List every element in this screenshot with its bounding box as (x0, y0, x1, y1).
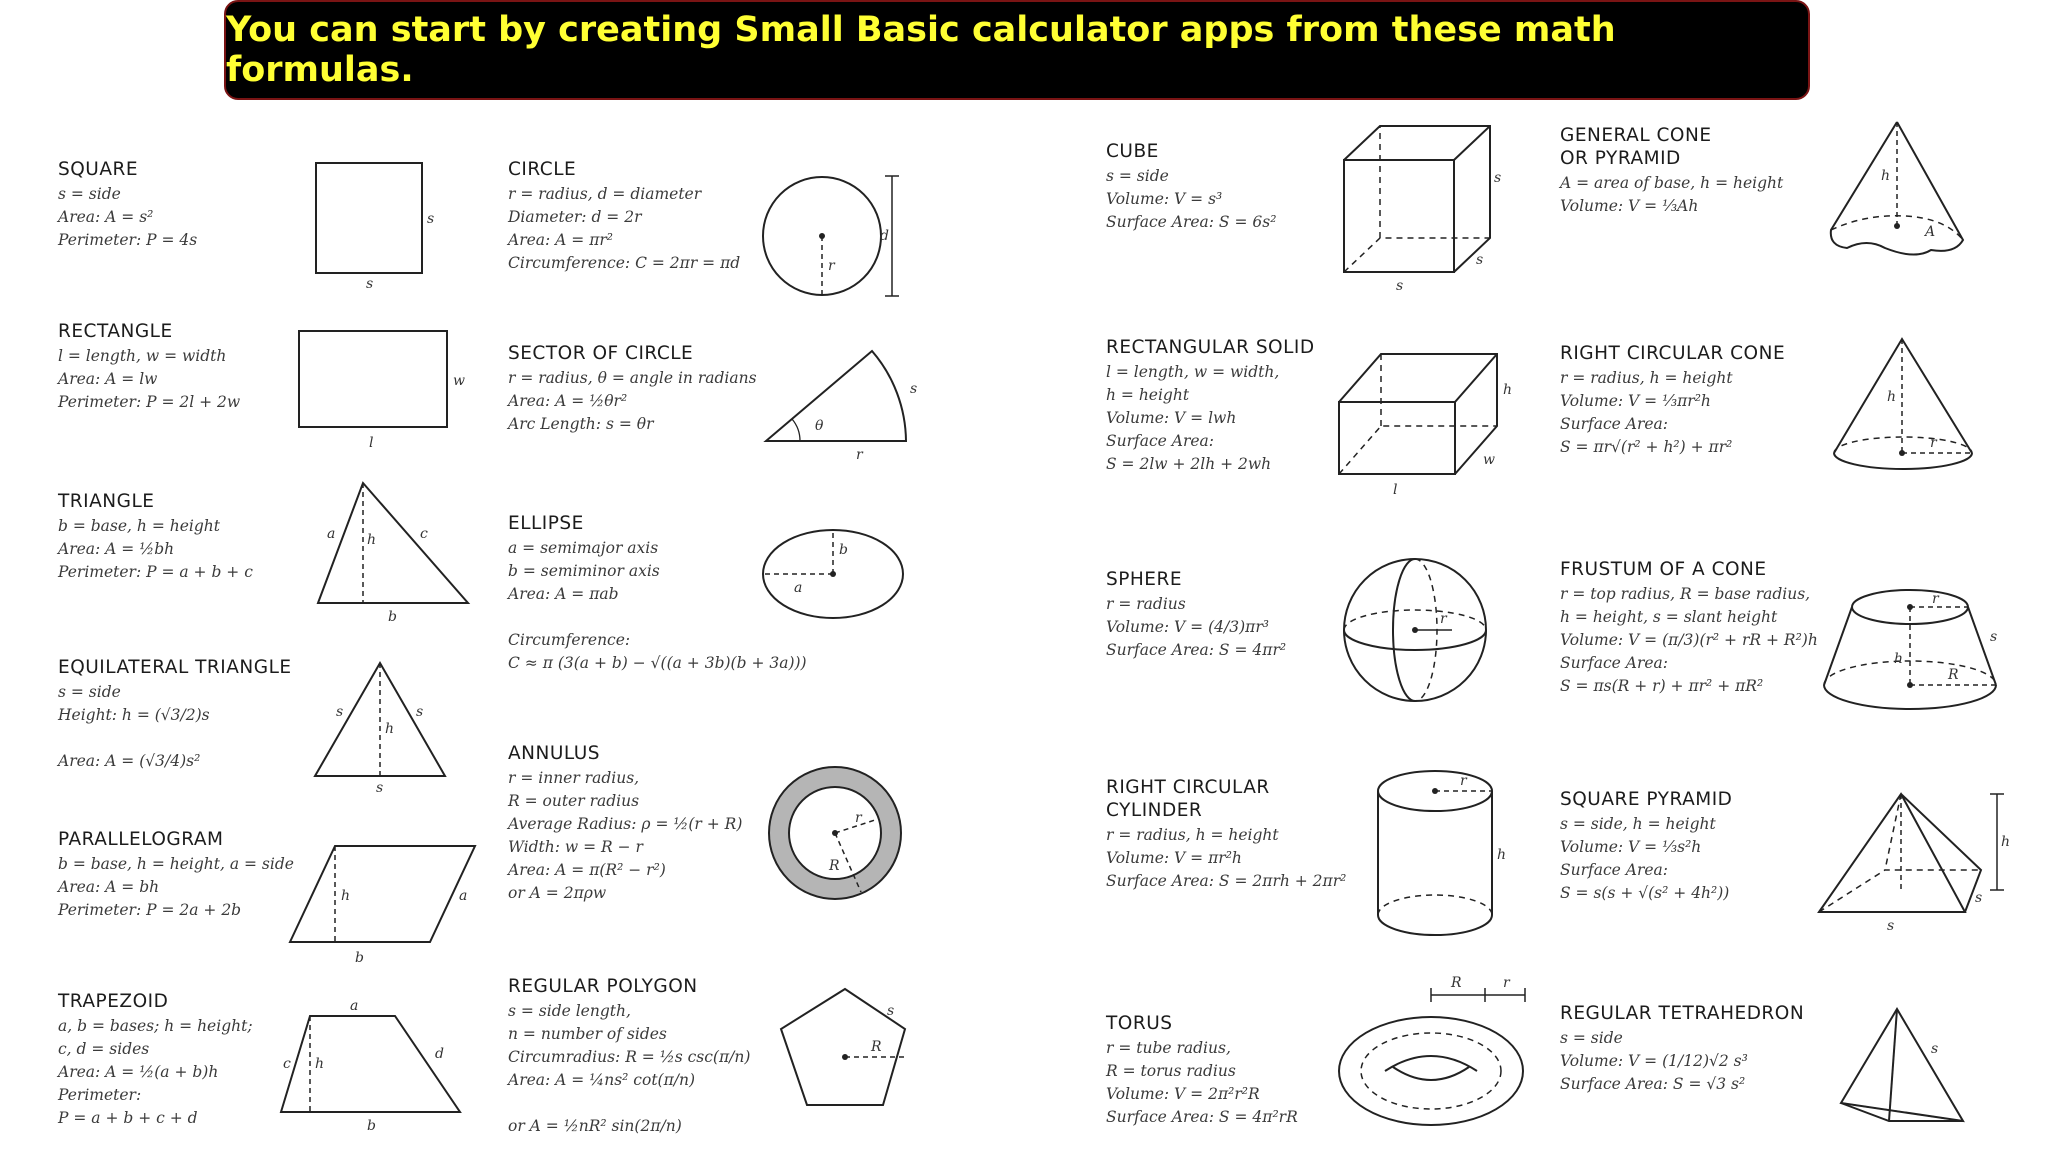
banner (224, 0, 1810, 100)
formula-title: TRIANGLE (58, 491, 155, 512)
rcone-label-h: h (1887, 389, 1897, 405)
formula-line: s = side (58, 185, 121, 203)
formula-title: ANNULUS (508, 743, 601, 764)
triangle-label-h: h (367, 532, 377, 548)
formula-line: n = number of sides (508, 1025, 667, 1043)
sector-label-r: r (856, 447, 863, 463)
frustum-label-R: R (1948, 667, 1959, 683)
equilateral-label-base: s (376, 780, 384, 796)
formula-line: Perimeter: (58, 1086, 142, 1104)
trapezoid-label-d: d (435, 1046, 444, 1062)
equilateral-label-right: s (416, 704, 424, 720)
formula-line: a = semimajor axis (508, 539, 659, 557)
formula-line: s = side length, (508, 1002, 631, 1020)
formula-line: Area: A = π(R² − r²) (508, 861, 666, 879)
formula-line: Area: A = s² (58, 208, 154, 226)
formula-line: S = s(s + √(s² + 4h²)) (1560, 884, 1730, 902)
rectangle-figure (295, 325, 475, 455)
formula-frustum (1560, 558, 1818, 698)
sector-label-theta: θ (815, 418, 824, 434)
pyramid-label-h: h (2001, 834, 2011, 850)
formula-title: SECTOR OF CIRCLE (508, 343, 694, 364)
cube-label-bottom: s (1396, 278, 1404, 294)
formula-line: Volume: V = s³ (1106, 190, 1223, 208)
trapezoid-label-c: c (283, 1056, 291, 1072)
formula-polygon (508, 975, 750, 1138)
ellipse-label-a: a (794, 580, 803, 596)
cube-figure (1340, 120, 1510, 295)
formula-rectangle (58, 320, 240, 414)
trapezoid-label-b: b (367, 1118, 376, 1134)
cylinder-figure (1375, 765, 1525, 945)
equilateral-label-h: h (385, 721, 395, 737)
formula-line: Area: A = bh (58, 878, 160, 896)
rect-solid-label-h: h (1503, 382, 1513, 398)
formula-title: RIGHT CIRCULAR CYLINDER (1106, 777, 1270, 821)
cylinder-label-r: r (1460, 773, 1467, 789)
equilateral-figure (310, 658, 450, 798)
formula-line: Area: A = lw (58, 370, 158, 388)
formula-title: SPHERE (1106, 569, 1183, 590)
pyramid-label-s-right: s (1975, 890, 1983, 906)
cone-figure (1825, 118, 1980, 263)
parallelogram-label-h: h (341, 888, 351, 904)
formula-line: Volume: V = ⅓s²h (1560, 838, 1702, 856)
cube-label-depth: s (1476, 252, 1484, 268)
formula-line: Perimeter: P = a + b + c (58, 563, 253, 581)
formula-line: Area: A = πr² (508, 231, 614, 249)
cone-label-h: h (1881, 168, 1891, 184)
formula-line: Volume: V = (1/12)√2 s³ (1560, 1052, 1748, 1070)
banner-text: You can start by creating Small Basic calculator apps from these math formulas. (226, 10, 1616, 90)
tetra-label-s: s (1931, 1041, 1939, 1057)
triangle-label-a: a (327, 526, 336, 542)
formula-line: r = radius, h = height (1106, 826, 1279, 844)
formula-triangle (58, 490, 253, 584)
annulus-figure (765, 760, 915, 910)
pyramid-figure (1815, 790, 2010, 935)
formula-line: Surface Area: (1106, 432, 1215, 450)
formula-title: PARALLELOGRAM (58, 829, 224, 850)
sphere-label-r: r (1440, 611, 1447, 627)
formula-square (58, 158, 197, 252)
torus-label-R: R (1451, 975, 1462, 991)
formula-line: or A = 2πρw (508, 884, 607, 902)
formula-line: Area: A = ½bh (58, 540, 175, 558)
polygon-label-R: R (871, 1039, 882, 1055)
trapezoid-label-a: a (350, 998, 359, 1014)
formula-line: Volume: V = ⅓πr²h (1560, 392, 1711, 410)
formula-line: Surface Area: S = 2πrh + 2πr² (1106, 872, 1347, 890)
formula-line: Area: A = πab (508, 585, 619, 603)
formula-line: Surface Area: S = 6s² (1106, 213, 1277, 231)
formula-title: CIRCLE (508, 159, 577, 180)
parallelogram-label-a: a (459, 888, 468, 904)
formula-line: r = radius, θ = angle in radians (508, 369, 757, 387)
formula-line: s = side (58, 683, 121, 701)
polygon-label-s: s (887, 1003, 895, 1019)
square-label-base: s (366, 276, 374, 292)
polygon-figure (775, 985, 925, 1125)
formula-line: P = a + b + c + d (58, 1109, 198, 1127)
formula-line: R = torus radius (1106, 1062, 1236, 1080)
formula-title: CUBE (1106, 141, 1159, 162)
frustum-figure (1820, 585, 2000, 720)
formula-line: r = inner radius, (508, 769, 640, 787)
formula-title: RECTANGLE (58, 321, 173, 342)
formula-parallelogram (58, 828, 294, 922)
formula-line: r = top radius, R = base radius, (1560, 585, 1811, 603)
trapezoid-label-h: h (315, 1056, 325, 1072)
formula-line: Surface Area: (1560, 415, 1669, 433)
rect-solid-label-w: w (1483, 452, 1495, 468)
formula-line: Average Radius: ρ = ½(r + R) (508, 815, 743, 833)
formula-line: Circumference: C = 2πr = πd (508, 254, 741, 272)
formula-line: Circumference: (508, 631, 631, 649)
frustum-label-h: h (1894, 651, 1904, 667)
formula-line: Surface Area: (1560, 861, 1669, 879)
formula-line: Volume: V = ⅓Ah (1560, 197, 1699, 215)
annulus-label-r: r (855, 810, 862, 826)
formula-line: Perimeter: P = 2l + 2w (58, 393, 241, 411)
equilateral-label-left: s (336, 704, 344, 720)
formula-line: l = length, w = width, (1106, 363, 1280, 381)
formula-line: h = height (1106, 386, 1190, 404)
formula-torus (1106, 1012, 1298, 1129)
annulus-label-R: R (829, 858, 840, 874)
formula-line: Volume: V = (4/3)πr³ (1106, 618, 1269, 636)
formula-line: c, d = sides (58, 1040, 150, 1058)
formula-line: b = base, h = height (58, 517, 220, 535)
parallelogram-label-b: b (355, 950, 364, 966)
formula-sphere (1106, 568, 1286, 662)
ellipse-figure (760, 520, 920, 620)
sector-label-s: s (910, 381, 918, 397)
formula-title: SQUARE (58, 159, 139, 180)
formula-line: Volume: V = (π/3)(r² + rR + R²)h (1560, 631, 1818, 649)
formula-title: ELLIPSE (508, 513, 584, 534)
formula-title: RECTANGULAR SOLID (1106, 337, 1315, 358)
formula-line: s = side (1106, 167, 1169, 185)
sector-figure (760, 345, 920, 463)
formula-line: r = radius, h = height (1560, 369, 1733, 387)
formula-line: Perimeter: P = 4s (58, 231, 198, 249)
formula-title: REGULAR POLYGON (508, 976, 698, 997)
formula-title: TRAPEZOID (58, 991, 169, 1012)
formula-line: b = base, h = height, a = side (58, 855, 294, 873)
formula-title: EQUILATERAL TRIANGLE (58, 657, 292, 678)
sphere-figure (1340, 555, 1500, 710)
formula-title: SQUARE PYRAMID (1560, 789, 1733, 810)
formula-tetra (1560, 1002, 1804, 1096)
formula-line: Surface Area: S = √3 s² (1560, 1075, 1746, 1093)
formula-line: l = length, w = width (58, 347, 227, 365)
formula-line: Perimeter: P = 2a + 2b (58, 901, 242, 919)
formula-line: S = πr√(r² + h²) + πr² (1560, 438, 1733, 456)
formula-circle (508, 158, 740, 275)
formula-title: REGULAR TETRAHEDRON (1560, 1003, 1805, 1024)
formula-line: Volume: V = lwh (1106, 409, 1237, 427)
formula-line: r = radius (1106, 595, 1186, 613)
rcone-label-r: r (1930, 435, 1937, 451)
rect-solid-figure (1335, 348, 1525, 498)
cylinder-label-h: h (1497, 847, 1507, 863)
formula-line (508, 1092, 750, 1115)
formula-line: Height: h = (√3/2)s (58, 706, 210, 724)
formula-line: Area: A = (√3/4)s² (58, 752, 201, 770)
formula-line: a, b = bases; h = height; (58, 1017, 253, 1035)
triangle-label-b: b (388, 609, 397, 625)
parallelogram-figure (285, 840, 485, 970)
pyramid-label-s-base: s (1887, 918, 1895, 934)
rectangle-label-w: w (453, 373, 465, 389)
rcone-figure (1830, 335, 1985, 480)
trapezoid-figure (275, 1000, 475, 1135)
formula-annulus (508, 742, 742, 905)
formula-line: s = side (1560, 1029, 1623, 1047)
formula-sector (508, 342, 757, 436)
formula-line: Diameter: d = 2r (508, 208, 642, 226)
formula-equilateral (58, 656, 292, 773)
circle-label-d: d (880, 228, 889, 244)
formula-line: C ≈ π (3(a + b) − √((a + 3b)(b + 3a))) (508, 654, 807, 672)
formula-cone (1560, 124, 1783, 218)
torus-label-r: r (1503, 975, 1510, 991)
formula-line: Area: A = ½θr² (508, 392, 628, 410)
formula-line: r = tube radius, (1106, 1039, 1231, 1057)
rect-solid-label-l: l (1393, 482, 1398, 498)
formula-line: S = 2lw + 2lh + 2wh (1106, 455, 1272, 473)
formula-line: Volume: V = 2π²r²R (1106, 1085, 1260, 1103)
formula-pyramid (1560, 788, 1732, 905)
formula-line: Surface Area: S = 4π²rR (1106, 1108, 1298, 1126)
formula-line: Surface Area: S = 4πr² (1106, 641, 1287, 659)
formula-line: Surface Area: (1560, 654, 1669, 672)
formula-line: or A = ½nR² sin(2π/n) (508, 1117, 682, 1135)
formula-line: Circumradius: R = ½s csc(π/n) (508, 1048, 751, 1066)
formula-rcone (1560, 342, 1785, 459)
formula-line: Area: A = ½(a + b)h (58, 1063, 219, 1081)
triangle-label-c: c (420, 526, 428, 542)
formula-title: GENERAL CONE OR PYRAMID (1560, 125, 1712, 169)
formula-line: Volume: V = πr²h (1106, 849, 1242, 867)
formula-title: FRUSTUM OF A CONE (1560, 559, 1767, 580)
formula-cube (1106, 140, 1276, 234)
rectangle-label-l: l (369, 435, 374, 451)
square-figure (310, 155, 450, 290)
torus-figure (1335, 975, 1535, 1135)
square-label-side: s (427, 211, 435, 227)
formula-line: Area: A = ¼ns² cot(π/n) (508, 1071, 696, 1089)
formula-title: RIGHT CIRCULAR CONE (1560, 343, 1786, 364)
formula-line: b = semiminor axis (508, 562, 660, 580)
formula-line: r = radius, d = diameter (508, 185, 702, 203)
cone-label-A: A (1925, 224, 1936, 240)
cube-label-right: s (1494, 170, 1502, 186)
triangle-figure (315, 478, 475, 628)
formula-line (58, 727, 292, 750)
formula-trapezoid (58, 990, 253, 1130)
tetra-figure (1835, 1005, 1985, 1135)
frustum-label-s: s (1990, 629, 1998, 645)
formula-line: h = height, s = slant height (1560, 608, 1778, 626)
formula-cylinder (1106, 776, 1346, 893)
formula-line: R = outer radius (508, 792, 640, 810)
formula-line: S = πs(R + r) + πr² + πR² (1560, 677, 1764, 695)
circle-figure (755, 168, 915, 308)
formula-line: A = area of base, h = height (1560, 174, 1784, 192)
circle-label-r: r (828, 258, 835, 274)
formula-rect-solid (1106, 336, 1315, 476)
formula-line: s = side, h = height (1560, 815, 1716, 833)
formula-line: Width: w = R − r (508, 838, 643, 856)
ellipse-label-b: b (839, 542, 848, 558)
formula-line: Arc Length: s = θr (508, 415, 654, 433)
formula-title: TORUS (1106, 1013, 1173, 1034)
frustum-label-r: r (1932, 591, 1939, 607)
